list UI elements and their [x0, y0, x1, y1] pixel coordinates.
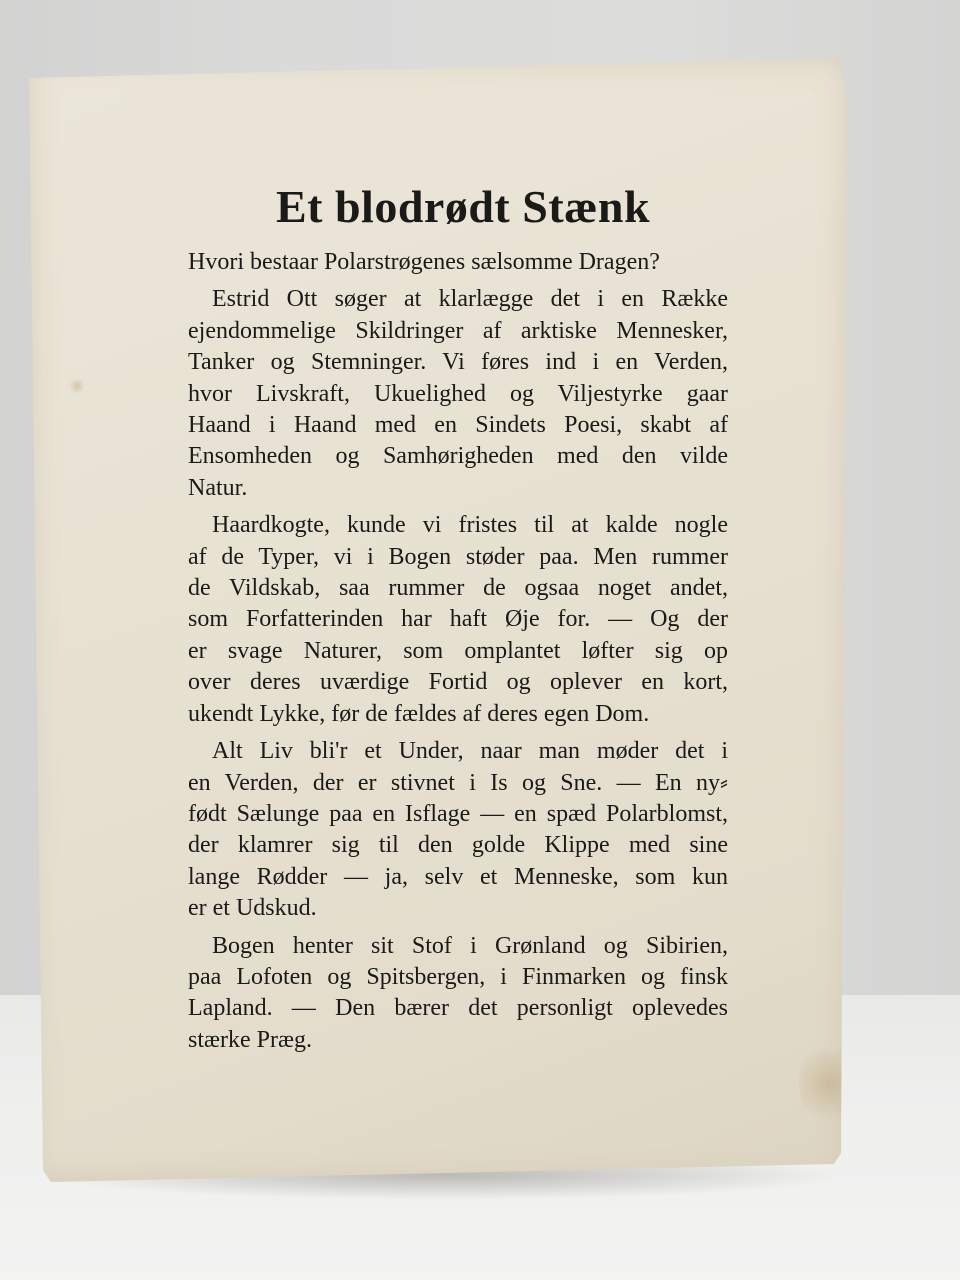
text-line: er et Udskud. — [188, 895, 317, 922]
text-line: en Verden, der er stivnet i Is og Sne. — En ny⸗ — [188, 769, 728, 796]
text-line: stærke Præg. — [188, 1026, 313, 1053]
paragraph — [188, 931, 728, 1057]
text-line: hvor Livskraft, Ukuelighed og Viljestyrke gaar — [188, 380, 728, 407]
paragraph — [188, 736, 728, 924]
text-line: Hvori bestaar Polarstrøgenes sælsomme Dragen? — [188, 249, 660, 275]
cover-text-block — [188, 170, 728, 1062]
text-line: Lapland. — Den bærer det personligt oplevedes — [188, 995, 728, 1022]
text-line: som Forfatterinden har haft Øje for. — Og der — [188, 606, 728, 633]
text-line: Haand i Haand med en Sindets Poesi, skabt af — [188, 412, 728, 439]
text-line: Natur. — [188, 474, 248, 501]
text-line: Ensomheden og Samhørigheden med den vilde — [188, 443, 728, 470]
text-line: de Vildskab, saa rummer de ogsaa noget andet, — [188, 575, 728, 602]
text-line: Tanker og Stemninger. Vi føres ind i en Verden, — [188, 349, 728, 376]
book-title: Et blodrødt Stænk — [275, 181, 651, 232]
text-line: lange Rødder — ja, selv et Menneske, som kun — [188, 863, 728, 890]
text-line: født Sælunge paa en Isflage — en spæd Polarblomst, — [188, 800, 728, 827]
text-line: der klamrer sig til den golde Klippe med sine — [188, 832, 728, 859]
stain-mark — [69, 378, 85, 394]
text-line: ejendommelige Skildringer af arktiske Mennesker, — [188, 317, 728, 344]
text-line: af de Typer, vi i Bogen støder paa. Men rummer — [188, 543, 728, 570]
text-line: ukendt Lykke, før de fældes af deres egen Dom. — [188, 700, 650, 727]
text-line: er svage Naturer, som omplantet løfter sig op — [188, 637, 728, 664]
paragraph — [188, 510, 728, 730]
text-line: Alt Liv bli'r et Under, naar man møder det i — [212, 738, 728, 765]
text-line: Estrid Ott søger at klarlægge det i en Række — [212, 286, 728, 313]
paragraph — [188, 247, 728, 278]
text-line: Bogen henter sit Stof i Grønland og Sibirien, — [212, 932, 728, 959]
text-line: Haardkogte, kunde vi fristes til at kalde nogle — [212, 512, 728, 539]
text-line: paa Lofoten og Spitsbergen, i Finmarken og finsk — [188, 963, 728, 990]
text-line: over deres uværdige Fortid og oplever en kort, — [188, 669, 728, 696]
paragraph — [188, 284, 728, 504]
